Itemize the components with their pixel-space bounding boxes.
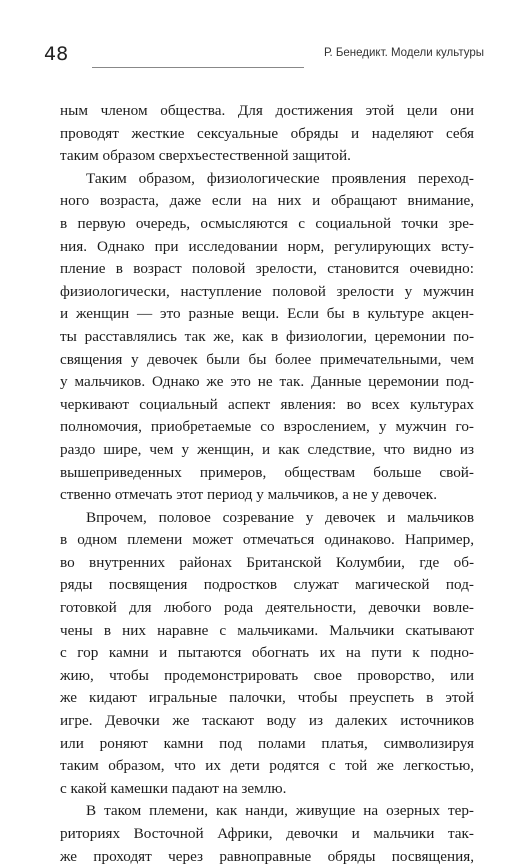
text-line: священия у девочек были бы более примечательными, чем: [60, 350, 474, 368]
text-line: у мальчиков. Однако же это не так. Данные церемонии под-: [60, 373, 474, 391]
text-line: ния. Однако при исследовании норм, регулирующих всту-: [60, 237, 474, 255]
text-line: Таким образом, физиологические проявления переход-: [86, 169, 474, 187]
text-line: ственно отмечать этот период у мальчиков, а не у девочек.: [60, 486, 437, 504]
text-line: физиологически, наступление половой зрелости у мужчин: [60, 282, 474, 300]
text-line: ного возраста, даже если на них и обращают внимание,: [60, 192, 474, 210]
running-title: Р. Бенедикт. Модели культуры: [323, 47, 484, 59]
text-line: риториях Восточной Африки, девочки и мальчики так-: [60, 825, 474, 842]
body-text: [60, 100, 474, 868]
text-line: черкивают социальный аспект явления: во всех культурах: [60, 395, 474, 413]
text-line: проводят жесткие сексуальные обряды и наделяют себя: [60, 124, 474, 142]
text-line: во внутренних районах Британской Колумбии, где об-: [60, 553, 474, 571]
paragraph: [60, 100, 474, 168]
text-line: же проходят через равноправные обряды посвящения,: [60, 847, 474, 865]
text-line: таким образом сверхъестественной защитой.: [60, 147, 351, 165]
text-line: чены в них наравне с мальчиками. Мальчики скатывают: [60, 621, 474, 639]
text-line: же кидают игральные палочки, чтобы преуспеть в этой: [60, 689, 474, 707]
text-line: таким образом, что их дети родятся с той же легкостью,: [60, 757, 474, 775]
text-line: раздо шире, чем у женщин, и как следствие, что видно из: [60, 440, 474, 458]
header-rule: [92, 67, 304, 68]
text-line: с какой камешки падают на землю.: [60, 779, 287, 797]
text-line: ряды посвящения подростков служат магической под-: [60, 576, 474, 594]
text-line: готовкой для любого рода деятельности, девочки вовле-: [60, 599, 474, 617]
text-line: или роняют камни под полами платья, символизируя: [60, 734, 474, 752]
text-line: В таком племени, как нанди, живущие на озерных тер-: [86, 802, 474, 820]
text-line: пление в возраст половой зрелости, становится очевидно:: [60, 260, 474, 278]
text-line: и женщин — это разные вещи. Если бы в культуре акцен-: [60, 305, 474, 323]
text-line: с гор камни и пытаются обогнать их на пути к подно-: [60, 644, 474, 662]
text-line: в одном племени может отмечаться одинаково. Например,: [60, 531, 474, 549]
page-header: [44, 42, 484, 70]
paragraph: [60, 168, 474, 507]
text-line: Впрочем, половое созревание у девочек и мальчиков: [86, 508, 474, 526]
text-line: вышеприведенных примеров, обществам больше свой-: [60, 463, 474, 481]
text-line: игре. Девочки же таскают воду из далеких источников: [60, 712, 474, 730]
text-line: в первую очередь, осмысляются с социальной точки зре-: [60, 214, 474, 232]
page-number: 48: [44, 43, 69, 65]
text-line: жию, чтобы продемонстрировать свое проворство, или: [60, 666, 474, 684]
text-line: полномочия, приобретаемые со взрослением, у мужчин го-: [60, 418, 474, 436]
paragraph: [60, 507, 474, 801]
text-line: ты расставлялись так же, как в физиологии, церемонии по-: [60, 327, 474, 345]
text-line: ным членом общества. Для достижения этой цели они: [60, 102, 474, 119]
paragraph: [60, 800, 474, 868]
